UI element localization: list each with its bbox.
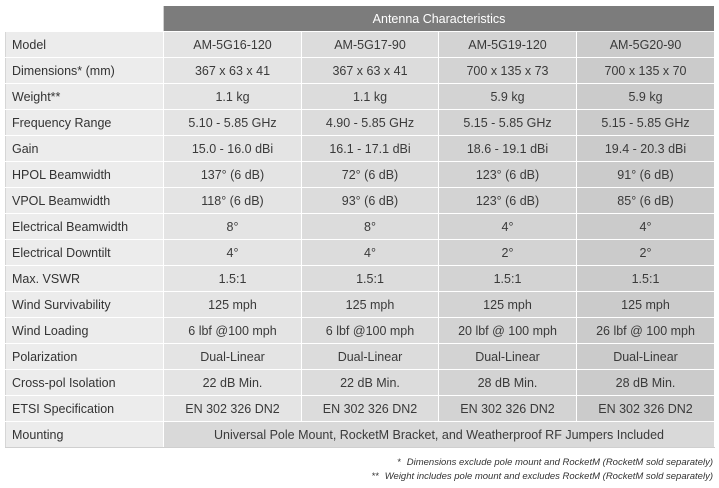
table-cell: 91° (6 dB) [577,162,715,188]
row-label: Model [6,32,164,58]
row-label: VPOL Beamwidth [6,188,164,214]
row-label: Wind Loading [6,318,164,344]
table-title-row [6,6,715,32]
table-cell: 85° (6 dB) [577,188,715,214]
cell-model-1: AM-5G16-120 [164,32,302,58]
table-corner-blank [6,6,164,32]
table-cell: 1.5:1 [164,266,302,292]
table-cell: 700 x 135 x 70 [577,58,715,84]
table-row [6,136,715,162]
table-row [6,58,715,84]
table-cell: 125 mph [164,292,302,318]
table-row [6,292,715,318]
row-label: ETSI Specification [6,396,164,422]
table-cell: 4.90 - 5.85 GHz [302,110,439,136]
table-cell: 1.5:1 [302,266,439,292]
table-cell: 4° [577,214,715,240]
table-cell: 28 dB Min. [577,370,715,396]
table-cell: 5.15 - 5.85 GHz [439,110,577,136]
mounting-value: Universal Pole Mount, RocketM Bracket, and Weatherproof RF Jumpers Included [164,422,715,448]
table-cell: 123° (6 dB) [439,162,577,188]
table-row [6,318,715,344]
table-cell: 5.9 kg [439,84,577,110]
table-row [6,344,715,370]
table-cell: 125 mph [439,292,577,318]
table-cell: 6 lbf @100 mph [164,318,302,344]
table-cell: 4° [439,214,577,240]
table-cell: EN 302 326 DN2 [164,396,302,422]
table-row [6,84,715,110]
footnote-weight [371,470,713,484]
cell-model-2: AM-5G17-90 [302,32,439,58]
table-row [6,214,715,240]
row-label: Wind Survivability [6,292,164,318]
row-label: Dimensions* (mm) [6,58,164,84]
table-cell: 22 dB Min. [164,370,302,396]
table-cell: 8° [302,214,439,240]
table-row [6,110,715,136]
table-cell: 125 mph [302,292,439,318]
table-cell: 4° [164,240,302,266]
table-cell: 6 lbf @100 mph [302,318,439,344]
table-cell: 8° [164,214,302,240]
footnotes [371,456,713,484]
table-cell: EN 302 326 DN2 [577,396,715,422]
table-cell: 2° [577,240,715,266]
table-cell: 18.6 - 19.1 dBi [439,136,577,162]
footnote-text: Weight includes pole mount and excludes RocketM (RocketM sold separately) [384,471,713,482]
table-cell: 367 x 63 x 41 [302,58,439,84]
table-row [6,370,715,396]
table-cell: 26 lbf @ 100 mph [577,318,715,344]
footnote-dimensions [371,456,713,470]
row-label: Frequency Range [6,110,164,136]
table-cell: 118° (6 dB) [164,188,302,214]
table-cell: 5.15 - 5.85 GHz [577,110,715,136]
cell-model-3: AM-5G19-120 [439,32,577,58]
table-cell: 5.9 kg [577,84,715,110]
footnote-text: Dimensions exclude pole mount and RocketM (RocketM sold separately) [406,457,713,468]
row-label: Electrical Beamwidth [6,214,164,240]
row-label: Max. VSWR [6,266,164,292]
table-row [6,396,715,422]
table-cell: 123° (6 dB) [439,188,577,214]
table-row [6,32,715,58]
row-label: Gain [6,136,164,162]
table-cell: Dual-Linear [164,344,302,370]
row-label: Weight** [6,84,164,110]
table-row [6,240,715,266]
table-cell: 72° (6 dB) [302,162,439,188]
footnote-mark: ** [371,471,379,482]
table-cell: 15.0 - 16.0 dBi [164,136,302,162]
table-row [6,162,715,188]
row-label: HPOL Beamwidth [6,162,164,188]
table-cell: 125 mph [577,292,715,318]
row-label-mounting: Mounting [6,422,164,448]
table-body [6,32,715,448]
table-cell: 700 x 135 x 73 [439,58,577,84]
table-cell: 2° [439,240,577,266]
table-row-mounting [6,422,715,448]
table-title: Antenna Characteristics [164,6,715,32]
table-cell: 93° (6 dB) [302,188,439,214]
table-cell: 1.1 kg [302,84,439,110]
table-cell: 137° (6 dB) [164,162,302,188]
table-cell: 1.5:1 [439,266,577,292]
row-label: Polarization [6,344,164,370]
table-cell: EN 302 326 DN2 [439,396,577,422]
table-cell: 367 x 63 x 41 [164,58,302,84]
table-cell: 19.4 - 20.3 dBi [577,136,715,162]
table-cell: 28 dB Min. [439,370,577,396]
table-cell: 1.1 kg [164,84,302,110]
cell-model-4: AM-5G20-90 [577,32,715,58]
table-row [6,266,715,292]
table-cell: 16.1 - 17.1 dBi [302,136,439,162]
footnote-mark: * [397,457,401,468]
table-cell: EN 302 326 DN2 [302,396,439,422]
table-row [6,188,715,214]
table-cell: 22 dB Min. [302,370,439,396]
table-cell: 1.5:1 [577,266,715,292]
table-cell: Dual-Linear [302,344,439,370]
table-cell: 4° [302,240,439,266]
antenna-characteristics-table [5,6,715,448]
table-cell: Dual-Linear [577,344,715,370]
table-cell: 20 lbf @ 100 mph [439,318,577,344]
table-cell: 5.10 - 5.85 GHz [164,110,302,136]
row-label: Electrical Downtilt [6,240,164,266]
table-cell: Dual-Linear [439,344,577,370]
row-label: Cross-pol Isolation [6,370,164,396]
